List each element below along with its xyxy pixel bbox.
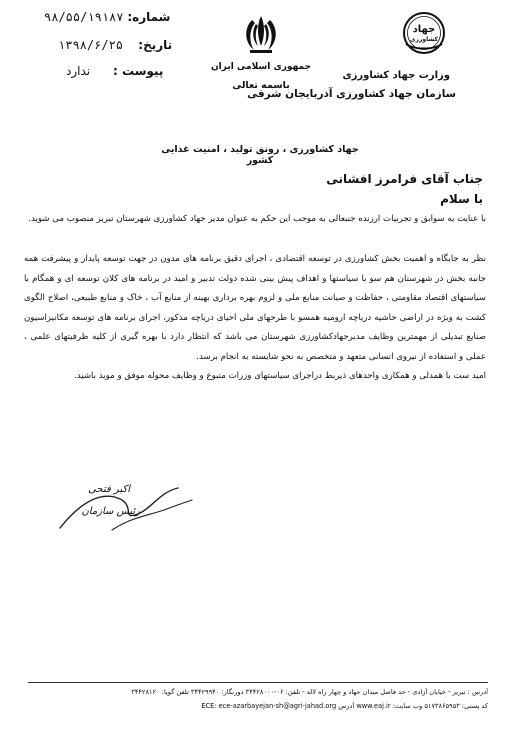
body-paragraph-3: امید ست با همدلی و همکاری واحدهای ذیربط دراجرای سیاستهای وزرات متبوع و وظایف محوله موفق و موید باشید. [74, 371, 486, 381]
footer-divider [28, 682, 488, 683]
letter-date-row [58, 38, 172, 52]
signatory-name: اکبر فتحی [88, 484, 130, 495]
jihad-agriculture-logo [400, 10, 448, 56]
slogan-text: جهاد کشاورزی ، رونق تولید ، امنیت غذایی کشور [161, 144, 359, 166]
body-paragraph-2: نظر به جایگاه و اهمیت بخش کشاورزی در توسعه اقتصادی ، اجرای دقیق برنامه های مدون در جهت توسعه پایدار و پیشرفت همه جانبه بخش در شهرستان هم سو با سیاستها و اهداف پیش بینی شده دولت تدبیر و امید در برنامه های کلان توسعه ای و همگام با سیاستهای اقتصاد مقاومتی ، حفاظت و صیانت منابع ملی و لزوم بهره برداری بهینه از منابع آب ، خاک و منابع طبیعی، اصلاح الگوی کشت به ویژه در اراضی حاشیه دریاچه ارومیه همسو با طرحهای ملی احیای دریاچه مذکور، اجرای برنامه های توسعه مکانیزاسیون صنایع تبدیلی از مهمترین وظایف مدیرجهادکشاورزی شهرستان می باشد که انتظار دارد با بهره گیری از کلیه ظرفیتهای علمی ، عملی و استفاده از نیروی انسانی متعهد و متخصص به نحو شایسته به انجام برسد. [24, 254, 486, 362]
letter-attachment-label: پیوست : [113, 64, 164, 78]
letter-number-label: شماره: [127, 10, 171, 24]
republic-text: جمهوری اسلامی ایران [210, 62, 312, 72]
body-paragraph-1: با عنایت به سوابق و تجربیات ارزنده جنبعالی به موجب این حکم به عنوان مدیر جهاد کشاورزی شهرستان تبریز منصوب می شوید. [28, 214, 486, 224]
footer-address: آدرس : تبریز - خیابان آزادی - حد فاصل میدان جهاد و چهار راه لاله - تلفن: ۰۶-۳۴۴۲۸۰۰۰ دورنگار: ۳۴۴۲۹۹۴۰ تلفن گویا: ۳۴۴۲۸۱۲۰ [131, 688, 488, 696]
letter-number-row [44, 10, 170, 24]
logo-subword: کشاورزی [410, 36, 438, 43]
letter-number-value: ۹۸/۵۵/۱۹۱۸۷ [44, 10, 124, 24]
bismillah-text: باسمه تعالی [232, 80, 290, 91]
letter-attachment-value: ندارد [66, 64, 91, 78]
signatory-title: رئیس سازمان [81, 506, 140, 517]
logo-word: جهاد [412, 24, 436, 35]
footer-contact: کد پستی: ۵۱۷۳۸۶۵۹۵۳ وب سایت: www.eaj.ir آدرس ECE: ece-azarbayejan-sh@agri-jahad.org [201, 702, 488, 710]
organization-text: سازمان جهاد کشاورزی آذربایجان شرقی [247, 88, 456, 100]
iran-emblem-icon [236, 10, 286, 60]
letter-date-label: تاریخ: [138, 38, 173, 52]
letter-date-value: ۱۳۹۸/۶/۲۵ [58, 38, 124, 52]
recipient-name: جناب آقای فرامرز افشانی [326, 172, 483, 186]
greeting-text: با سلام [440, 192, 483, 206]
ministry-text: وزارت جهاد کشاورزی [342, 70, 450, 81]
letter-attachment-row [66, 64, 163, 78]
handwritten-signature [52, 470, 202, 540]
